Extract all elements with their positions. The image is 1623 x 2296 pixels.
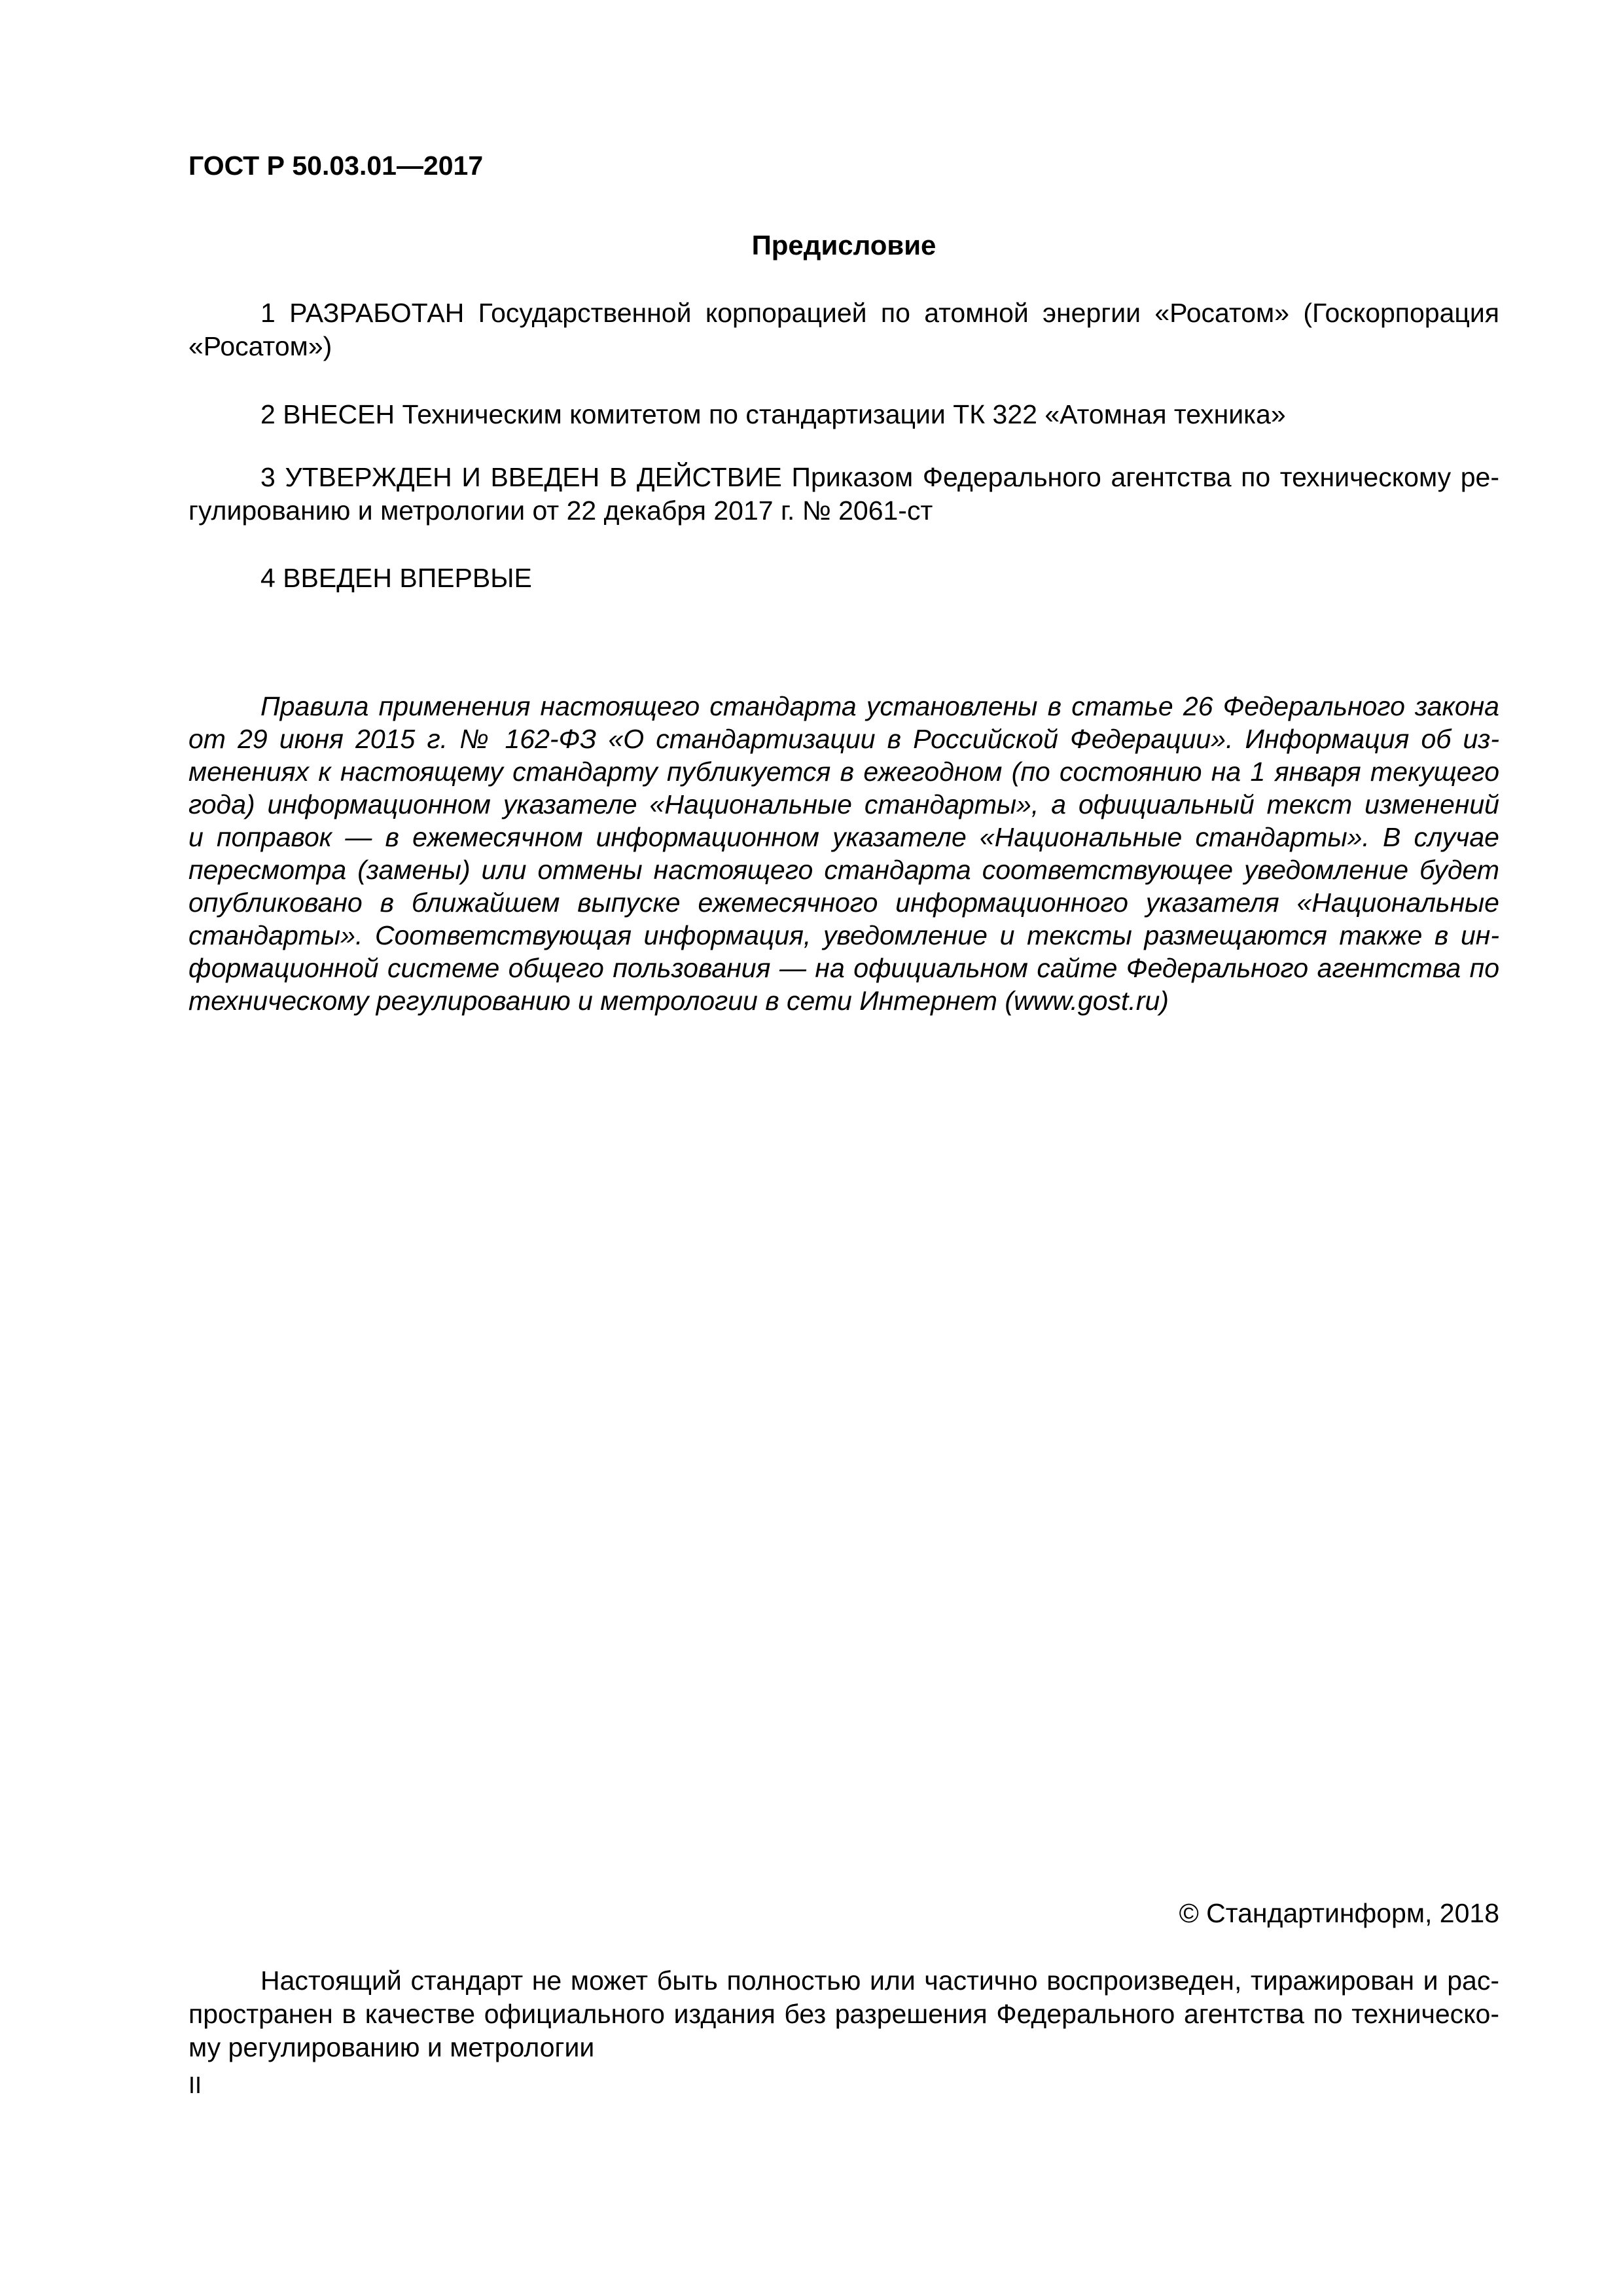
legal-note-line: пересмотра (замены) или отмены настоящего стандарта соответствующее уведомление будет xyxy=(188,855,1499,885)
legal-note-line: года) информационном указателе «Национальные стандарты», а официальный текст изменений xyxy=(188,789,1499,819)
foreword-item-3-line: 3 УТВЕРЖДЕН И ВВЕДЕН В ДЕЙСТВИЕ Приказом Федерального агентства по техническому ре- xyxy=(260,462,1499,492)
legal-note-line: и поправок — в ежемесячном информационном указателе «Национальные стандарты». В случае xyxy=(188,822,1499,852)
legal-note-line: от 29 июня 2015 г. № 162-ФЗ «О стандартизации в Российской Федерации». Информация об из- xyxy=(188,724,1499,754)
legal-note-line: техническому регулированию и метрологии в сети Интернет (www.gost.ru) xyxy=(188,986,1169,1016)
foreword-item-3 xyxy=(188,461,1499,528)
copyright-notice: © Стандартинформ, 2018 xyxy=(1179,1898,1499,1928)
distribution-note-line: му регулированию и метрологии xyxy=(188,2032,595,2062)
foreword-item-3-line: гулированию и метрологии от 22 декабря 2017 г. № 2061-ст xyxy=(188,495,933,526)
distribution-note-line: Настоящий стандарт не может быть полностью или частично воспроизведен, тиражирован и рас- xyxy=(260,1965,1499,1996)
legal-note-line: формационной системе общего пользования — на официальном сайте Федерального агентства по xyxy=(188,953,1499,983)
foreword-item-2 xyxy=(188,398,1499,431)
page-number: II xyxy=(188,2072,202,2098)
distribution-note xyxy=(188,1964,1499,2064)
foreword-item-4-line: 4 ВВЕДЕН ВПЕРВЫЕ xyxy=(260,563,532,593)
foreword-item-4 xyxy=(188,562,1499,595)
legal-note-line: опубликовано в ближайшем выпуске ежемесячного информационного указателя «Национальные xyxy=(188,888,1499,918)
doc-number: ГОСТ Р 50.03.01—2017 xyxy=(188,151,484,181)
foreword-item-1-line: 1 РАЗРАБОТАН Государственной корпорацией по атомной энергии «Росатом» (Госкорпорация xyxy=(260,298,1499,328)
legal-note-line: менениях к настоящему стандарту публикуется в ежегодном (по состоянию на 1 января текущего xyxy=(188,757,1499,787)
foreword-item-2-line: 2 ВНЕСЕН Техническим комитетом по стандартизации ТК 322 «Атомная техника» xyxy=(260,399,1286,429)
foreword-item-1 xyxy=(188,296,1499,363)
legal-note-line: стандарты». Соответствующая информация, уведомление и тексты размещаются также в ин- xyxy=(188,920,1499,950)
foreword-item-1-line: «Росатом») xyxy=(188,331,332,361)
legal-note xyxy=(188,690,1499,1017)
distribution-note-line: пространен в качестве официального издания без разрешения Федерального агентства по техническо- xyxy=(188,1999,1499,2029)
legal-note-line: Правила применения настоящего стандарта установлены в статье 26 Федерального закона xyxy=(260,691,1499,721)
foreword-title: Предисловие xyxy=(751,230,936,260)
